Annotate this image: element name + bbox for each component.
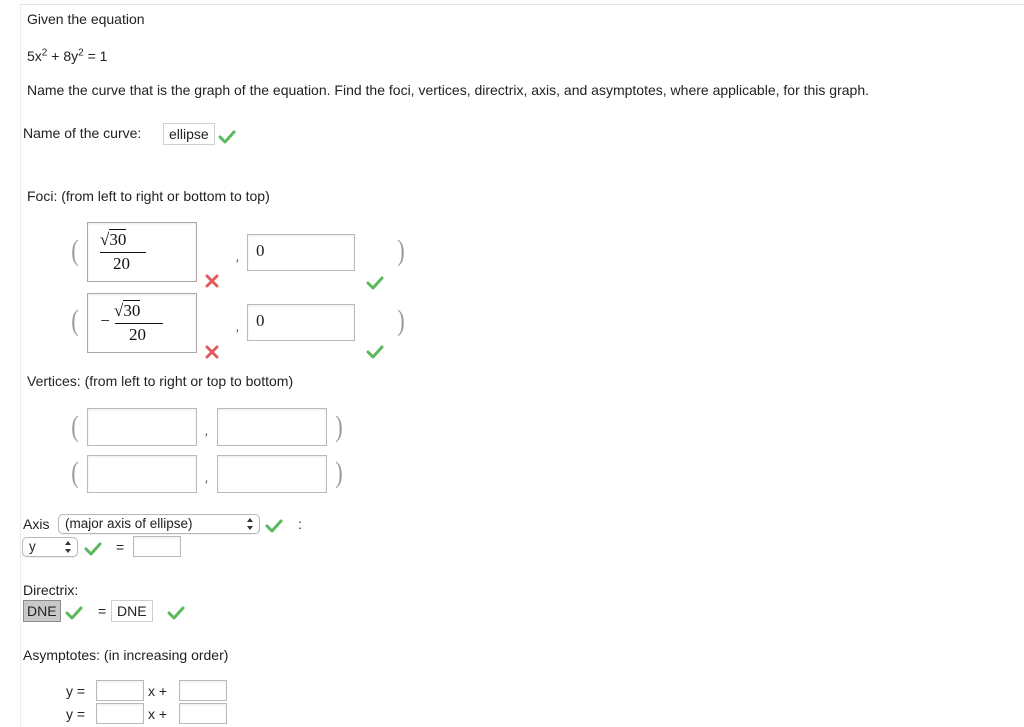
focus-1-open-paren: ( — [71, 234, 79, 267]
checkmark-icon — [366, 276, 384, 290]
asymptote-2-lhs: y = — [66, 706, 86, 722]
checkmark-icon — [366, 345, 384, 359]
updown-arrows-icon — [64, 540, 72, 554]
focus-1-comma: , — [236, 248, 240, 264]
axis-type-selected: (major axis of ellipse) — [65, 516, 193, 531]
focus-2-fraction-bar — [115, 323, 163, 324]
focus-1-fraction-bar — [100, 252, 146, 253]
focus-2-x-sign: − — [100, 311, 110, 330]
curve-answer-field[interactable]: ellipse — [163, 123, 215, 145]
vertex-2-y-field[interactable] — [217, 455, 327, 493]
foci-label: Foci: (from left to right or bottom to top) — [27, 188, 270, 204]
vertex-2-open-paren: ( — [71, 456, 79, 489]
checkmark-icon — [65, 606, 83, 620]
left-divider — [20, 4, 21, 727]
directrix-equals: = — [98, 603, 107, 619]
checkmark-icon — [84, 542, 102, 556]
updown-arrows-icon — [246, 517, 254, 531]
equation-term1: 5x — [27, 48, 42, 64]
directrix-label: Directrix: — [23, 582, 79, 598]
equation-plus: + — [51, 48, 60, 64]
focus-2-comma: , — [236, 318, 240, 334]
vertex-1-open-paren: ( — [71, 410, 79, 443]
curve-label: Name of the curve: — [23, 125, 142, 141]
focus-2-x-radicand: 30 — [123, 301, 141, 320]
focus-1-x-radicand: 30 — [109, 230, 127, 249]
vertices-label: Vertices: (from left to right or top to bottom) — [27, 373, 294, 389]
vertex-1-x-field[interactable] — [87, 408, 197, 446]
focus-2-x-denominator: 20 — [129, 325, 146, 344]
asymptote-1-mid: x + — [148, 683, 168, 699]
dne-button[interactable]: DNE — [23, 600, 61, 622]
asymptote-2-intercept-field[interactable] — [179, 703, 227, 724]
asymptote-2-slope-field[interactable] — [96, 703, 144, 724]
focus-2-x-numerator — [96, 301, 141, 330]
asymptote-1-lhs: y = — [66, 683, 86, 699]
cross-icon — [205, 345, 219, 359]
axis-type-select[interactable] — [58, 514, 260, 534]
vertex-2-comma: , — [205, 469, 209, 485]
focus-2-open-paren: ( — [71, 304, 79, 337]
asymptote-2-mid: x + — [148, 706, 168, 722]
instructions-text: Name the curve that is the graph of the equation. Find the foci, vertices, directrix, axis, and asymptotes, where applicable, for this graph. — [27, 82, 869, 98]
checkmark-icon — [218, 130, 236, 144]
vertex-1-comma: , — [205, 422, 209, 438]
equation-rhs: = 1 — [87, 48, 108, 64]
vertex-2-x-field[interactable] — [87, 455, 197, 493]
cross-icon — [205, 274, 219, 288]
asymptotes-label: Asymptotes: (in increasing order) — [23, 647, 229, 663]
equation — [27, 48, 107, 64]
axis-colon: : — [298, 516, 302, 532]
focus-1-close-paren: ) — [397, 234, 405, 267]
focus-2-y-value: 0 — [256, 311, 265, 330]
axis-variable-select[interactable] — [22, 537, 78, 557]
intro-text: Given the equation — [27, 11, 145, 27]
axis-value-field[interactable] — [133, 536, 181, 557]
directrix-value-field[interactable]: DNE — [111, 600, 153, 622]
top-divider — [20, 4, 1024, 5]
vertex-2-close-paren: ) — [335, 456, 343, 489]
focus-2-close-paren: ) — [397, 304, 405, 337]
sqrt-icon: √ — [114, 301, 124, 320]
checkmark-icon — [265, 519, 283, 533]
equation-term1-exponent: 2 — [41, 47, 48, 59]
equation-term2-exponent: 2 — [78, 47, 84, 59]
equation-term2: 8y — [63, 48, 79, 64]
focus-1-y-value: 0 — [256, 241, 265, 260]
asymptote-1-slope-field[interactable] — [96, 680, 144, 701]
vertex-1-y-field[interactable] — [217, 408, 327, 446]
focus-1-x-denominator: 20 — [113, 254, 130, 273]
asymptote-1-intercept-field[interactable] — [179, 680, 227, 701]
axis-equals: = — [116, 539, 125, 555]
vertex-1-close-paren: ) — [335, 410, 343, 443]
axis-variable-selected: y — [29, 539, 36, 554]
focus-1-x-numerator — [100, 230, 126, 250]
axis-label: Axis — [23, 516, 50, 532]
checkmark-icon — [167, 606, 185, 620]
sqrt-icon: √ — [100, 230, 110, 249]
